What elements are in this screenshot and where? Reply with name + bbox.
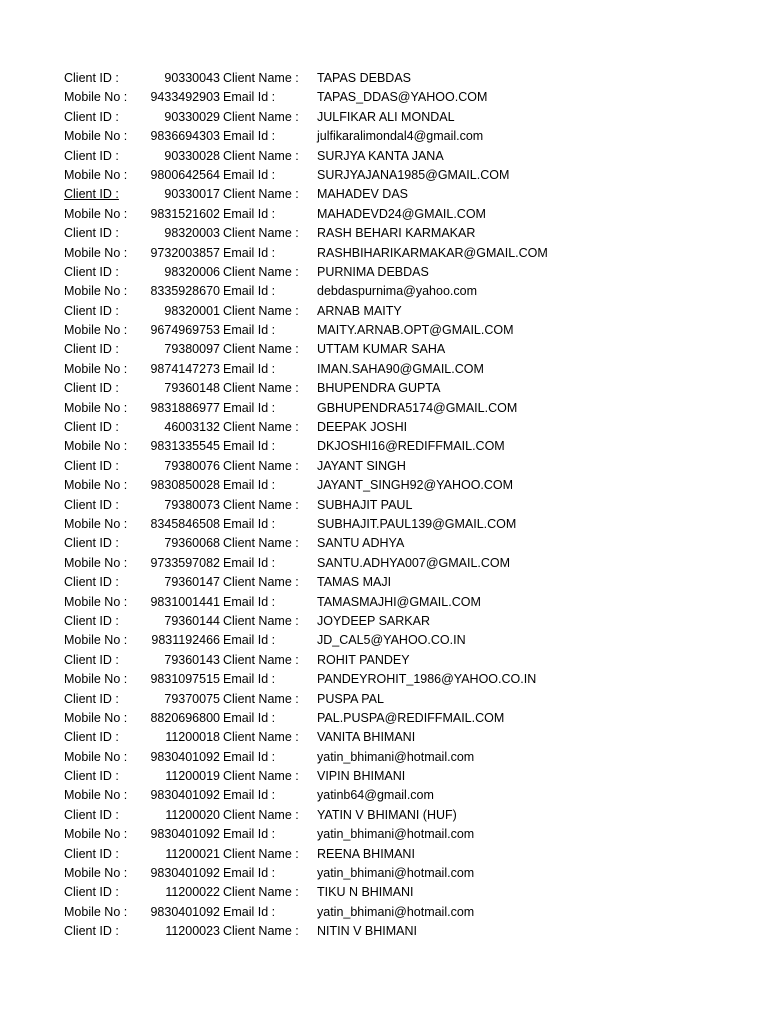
client-id-value: 90330029 (164, 109, 220, 124)
email-id-value: JAYANT_SINGH92@YAHOO.COM (317, 478, 514, 493)
email-id-value: yatin_bhimani@hotmail.com (317, 866, 475, 881)
mobile-row (0, 476, 768, 495)
client-name-value: TAPAS DEBDAS (317, 71, 412, 85)
email-id-label: Email Id : (223, 167, 276, 182)
mobile-no-label: Mobile No : (64, 129, 128, 144)
client-id-row (0, 922, 768, 941)
client-id-label: Client ID : (64, 885, 119, 900)
mobile-no-value: 9831886977 (150, 400, 220, 415)
client-name-value: UTTAM KUMAR SAHA (317, 342, 446, 357)
email-id-label: Email Id : (223, 827, 276, 842)
client-id-label: Client ID : (64, 264, 119, 279)
mobile-no-value: 9674969753 (150, 323, 220, 338)
mobile-no-value: 9831335545 (150, 439, 220, 454)
email-id-label: Email Id : (223, 284, 276, 299)
client-id-row (0, 147, 768, 166)
email-id-label: Email Id : (223, 400, 276, 415)
mobile-no-label: Mobile No : (64, 90, 128, 105)
mobile-no-value: 8820696800 (150, 710, 220, 725)
mobile-no-value: 9836694303 (150, 129, 220, 144)
client-name-value: REENA BHIMANI (317, 846, 415, 861)
email-id-value: yatinb64@gmail.com (317, 788, 434, 803)
mobile-no-label: Mobile No : (64, 866, 128, 881)
client-id-value: 11200021 (165, 846, 220, 861)
client-id-row (0, 185, 768, 204)
email-id-value: yatin_bhimani@hotmail.com (317, 827, 475, 842)
client-id-value: 11200019 (165, 769, 220, 784)
mobile-no-label: Mobile No : (64, 439, 128, 454)
email-id-value: MAITY.ARNAB.OPT@GMAIL.COM (317, 323, 514, 338)
mobile-row (0, 554, 768, 573)
client-name-label: Client Name : (223, 71, 299, 85)
client-id-value: 79380097 (164, 342, 220, 357)
client-name-label: Client Name : (223, 458, 299, 473)
client-name-value: SUBHAJIT PAUL (317, 497, 413, 512)
mobile-no-value: 9830850028 (150, 478, 220, 493)
client-id-value: 90330017 (164, 187, 220, 202)
client-id-row (0, 302, 768, 321)
email-id-label: Email Id : (223, 516, 276, 531)
client-id-value: 79360148 (164, 381, 220, 396)
email-id-value: DKJOSHI16@REDIFFMAIL.COM (317, 439, 505, 454)
client-id-row (0, 69, 768, 88)
mobile-no-label: Mobile No : (64, 400, 128, 415)
client-id-label: Client ID : (64, 575, 119, 590)
client-id-row (0, 612, 768, 631)
email-id-value: yatin_bhimani@hotmail.com (317, 749, 475, 764)
client-id-row (0, 651, 768, 670)
client-id-row (0, 263, 768, 282)
client-name-label: Client Name : (223, 303, 299, 318)
email-id-value: yatin_bhimani@hotmail.com (317, 904, 475, 919)
client-name-value: VANITA BHIMANI (317, 730, 416, 745)
client-name-value: PUSPA PAL (317, 691, 384, 706)
email-id-value: RASHBIHARIKARMAKAR@GMAIL.COM (317, 245, 548, 260)
mobile-no-value: 9800642564 (150, 167, 220, 182)
email-id-value: MAHADEVD24@GMAIL.COM (317, 206, 486, 221)
email-id-value: julfikaralimondal4@gmail.com (317, 129, 484, 144)
client-id-row (0, 690, 768, 709)
mobile-no-label: Mobile No : (64, 323, 128, 338)
email-id-label: Email Id : (223, 245, 276, 260)
mobile-row (0, 127, 768, 146)
client-id-label: Client ID : (64, 730, 119, 745)
client-name-label: Client Name : (223, 769, 299, 784)
client-id-label: Client ID : (64, 536, 119, 551)
mobile-row (0, 670, 768, 689)
client-id-value: 98320006 (164, 264, 220, 279)
client-id-value: 79360147 (164, 575, 220, 590)
email-id-label: Email Id : (223, 904, 276, 919)
client-id-value: 11200020 (165, 807, 220, 822)
client-id-row (0, 340, 768, 359)
email-id-label: Email Id : (223, 788, 276, 803)
client-id-row (0, 883, 768, 902)
client-id-label: Client ID : (64, 497, 119, 512)
client-name-label: Client Name : (223, 691, 299, 706)
mobile-no-label: Mobile No : (64, 361, 128, 376)
mobile-no-label: Mobile No : (64, 710, 128, 725)
mobile-no-label: Mobile No : (64, 594, 128, 609)
client-name-label: Client Name : (223, 226, 299, 241)
email-id-value: SANTU.ADHYA007@GMAIL.COM (317, 555, 511, 570)
mobile-row (0, 205, 768, 224)
client-id-label: Client ID : (64, 187, 119, 202)
client-name-label: Client Name : (223, 730, 299, 745)
client-name-label: Client Name : (223, 497, 299, 512)
email-id-label: Email Id : (223, 555, 276, 570)
mobile-no-label: Mobile No : (64, 284, 128, 299)
client-name-label: Client Name : (223, 846, 299, 861)
mobile-row (0, 903, 768, 922)
mobile-row (0, 825, 768, 844)
client-id-label: Client ID : (64, 769, 119, 784)
client-id-label: Client ID : (64, 303, 119, 318)
client-name-value: BHUPENDRA GUPTA (317, 381, 441, 396)
email-id-value: JD_CAL5@YAHOO.CO.IN (317, 633, 466, 648)
email-id-label: Email Id : (223, 129, 276, 144)
client-id-label: Client ID : (64, 691, 119, 706)
mobile-row (0, 360, 768, 379)
client-id-row (0, 767, 768, 786)
email-id-label: Email Id : (223, 439, 276, 454)
client-name-value: ROHIT PANDEY (317, 652, 410, 667)
client-name-value: TIKU N BHIMANI (317, 885, 414, 900)
client-id-value: 79360068 (164, 536, 220, 551)
client-id-label: Client ID : (64, 458, 119, 473)
client-name-label: Client Name : (223, 109, 299, 124)
client-id-value: 79360143 (164, 652, 220, 667)
mobile-no-value: 9830401092 (150, 827, 220, 842)
email-id-label: Email Id : (223, 672, 276, 687)
mobile-no-label: Mobile No : (64, 633, 128, 648)
mobile-no-label: Mobile No : (64, 167, 128, 182)
client-name-label: Client Name : (223, 807, 299, 822)
mobile-no-label: Mobile No : (64, 749, 128, 764)
mobile-no-value: 9831192466 (151, 633, 220, 648)
client-id-row (0, 728, 768, 747)
mobile-no-label: Mobile No : (64, 245, 128, 260)
client-id-row (0, 496, 768, 515)
mobile-row (0, 88, 768, 107)
client-id-row (0, 806, 768, 825)
email-id-label: Email Id : (223, 90, 276, 105)
client-id-label: Client ID : (64, 846, 119, 861)
email-id-label: Email Id : (223, 710, 276, 725)
client-name-label: Client Name : (223, 924, 299, 939)
client-name-label: Client Name : (223, 885, 299, 900)
mobile-no-value: 9830401092 (150, 866, 220, 881)
mobile-row (0, 786, 768, 805)
email-id-label: Email Id : (223, 594, 276, 609)
client-id-label: Client ID : (64, 71, 119, 85)
client-id-label: Client ID : (64, 420, 119, 435)
mobile-no-value: 9831001441 (150, 594, 220, 609)
mobile-no-value: 8335928670 (150, 284, 220, 299)
client-name-label: Client Name : (223, 381, 299, 396)
client-name-value: MAHADEV DAS (317, 187, 408, 202)
mobile-no-value: 9831521602 (150, 206, 220, 221)
client-name-value: NITIN V BHIMANI (317, 924, 418, 939)
mobile-no-value: 9732003857 (150, 245, 220, 260)
client-name-value: SANTU ADHYA (317, 536, 405, 551)
email-id-value: PAL.PUSPA@REDIFFMAIL.COM (317, 710, 505, 725)
client-id-row (0, 845, 768, 864)
client-id-label: Client ID : (64, 613, 119, 628)
mobile-row (0, 399, 768, 418)
client-name-value: PURNIMA DEBDAS (317, 264, 429, 279)
client-id-label: Client ID : (64, 652, 119, 667)
email-id-label: Email Id : (223, 633, 276, 648)
client-name-label: Client Name : (223, 575, 299, 590)
client-id-value: 90330043 (164, 71, 220, 85)
mobile-no-value: 9831097515 (150, 672, 220, 687)
email-id-label: Email Id : (223, 478, 276, 493)
email-id-value: TAPAS_DDAS@YAHOO.COM (317, 90, 488, 105)
client-id-label: Client ID : (64, 924, 119, 939)
client-id-label: Client ID : (64, 148, 119, 163)
email-id-label: Email Id : (223, 206, 276, 221)
client-record-sheet (0, 69, 768, 942)
client-id-row (0, 379, 768, 398)
mobile-no-label: Mobile No : (64, 672, 128, 687)
client-id-row (0, 573, 768, 592)
client-id-value: 98320001 (164, 303, 220, 318)
mobile-no-label: Mobile No : (64, 904, 128, 919)
mobile-row (0, 166, 768, 185)
client-id-row (0, 224, 768, 243)
client-name-value: DEEPAK JOSHI (317, 420, 408, 435)
mobile-no-label: Mobile No : (64, 827, 128, 842)
client-name-label: Client Name : (223, 613, 299, 628)
email-id-value: SURJYAJANA1985@GMAIL.COM (317, 167, 510, 182)
client-id-value: 79360144 (164, 613, 220, 628)
mobile-row (0, 593, 768, 612)
client-id-value: 79380073 (164, 497, 220, 512)
client-id-label: Client ID : (64, 226, 119, 241)
mobile-no-value: 9433492903 (150, 90, 220, 105)
email-id-value: GBHUPENDRA5174@GMAIL.COM (317, 400, 518, 415)
mobile-no-value: 9874147273 (150, 361, 220, 376)
client-id-row (0, 418, 768, 437)
client-id-row (0, 534, 768, 553)
client-id-row (0, 457, 768, 476)
client-name-label: Client Name : (223, 148, 299, 163)
client-name-value: TAMAS MAJI (317, 575, 392, 590)
mobile-no-value: 8345846508 (150, 516, 220, 531)
client-id-value: 11200018 (165, 730, 220, 745)
client-id-value: 98320003 (164, 226, 220, 241)
client-id-label: Client ID : (64, 342, 119, 357)
client-name-label: Client Name : (223, 420, 299, 435)
client-name-value: RASH BEHARI KARMAKAR (317, 226, 476, 241)
mobile-no-value: 9830401092 (150, 904, 220, 919)
mobile-row (0, 748, 768, 767)
client-id-value: 90330028 (164, 148, 220, 163)
mobile-no-label: Mobile No : (64, 206, 128, 221)
client-id-value: 11200023 (165, 924, 220, 939)
client-name-value: JOYDEEP SARKAR (317, 613, 431, 628)
mobile-row (0, 631, 768, 650)
email-id-label: Email Id : (223, 866, 276, 881)
client-name-label: Client Name : (223, 187, 299, 202)
mobile-row (0, 864, 768, 883)
mobile-row (0, 244, 768, 263)
client-name-label: Client Name : (223, 652, 299, 667)
client-name-label: Client Name : (223, 342, 299, 357)
client-name-value: ARNAB MAITY (317, 303, 402, 318)
mobile-row (0, 437, 768, 456)
client-name-value: JAYANT SINGH (317, 458, 406, 473)
client-id-label: Client ID : (64, 807, 119, 822)
client-name-value: VIPIN BHIMANI (317, 769, 406, 784)
client-id-label: Client ID : (64, 109, 119, 124)
email-id-value: debdaspurnima@yahoo.com (317, 284, 478, 299)
email-id-label: Email Id : (223, 323, 276, 338)
client-name-value: YATIN V BHIMANI (HUF) (317, 807, 457, 822)
mobile-no-value: 9733597082 (150, 555, 220, 570)
email-id-value: IMAN.SAHA90@GMAIL.COM (317, 361, 484, 376)
mobile-no-label: Mobile No : (64, 788, 128, 803)
email-id-value: PANDEYROHIT_1986@YAHOO.CO.IN (317, 672, 537, 687)
client-name-value: SURJYA KANTA JANA (317, 148, 444, 163)
client-name-label: Client Name : (223, 264, 299, 279)
client-id-label: Client ID : (64, 381, 119, 396)
client-id-value: 11200022 (165, 885, 220, 900)
email-id-value: SUBHAJIT.PAUL139@GMAIL.COM (317, 516, 517, 531)
mobile-row (0, 515, 768, 534)
mobile-no-label: Mobile No : (64, 516, 128, 531)
mobile-no-value: 9830401092 (150, 788, 220, 803)
mobile-row (0, 282, 768, 301)
mobile-no-value: 9830401092 (150, 749, 220, 764)
client-id-value: 46003132 (164, 420, 220, 435)
client-id-row (0, 108, 768, 127)
client-id-value: 79380076 (164, 458, 220, 473)
email-id-label: Email Id : (223, 749, 276, 764)
email-id-label: Email Id : (223, 361, 276, 376)
mobile-no-label: Mobile No : (64, 555, 128, 570)
mobile-no-label: Mobile No : (64, 478, 128, 493)
client-name-value: JULFIKAR ALI MONDAL (317, 109, 455, 124)
client-name-label: Client Name : (223, 536, 299, 551)
client-id-value: 79370075 (164, 691, 220, 706)
mobile-row (0, 321, 768, 340)
mobile-row (0, 709, 768, 728)
email-id-value: TAMASMAJHI@GMAIL.COM (317, 594, 481, 609)
